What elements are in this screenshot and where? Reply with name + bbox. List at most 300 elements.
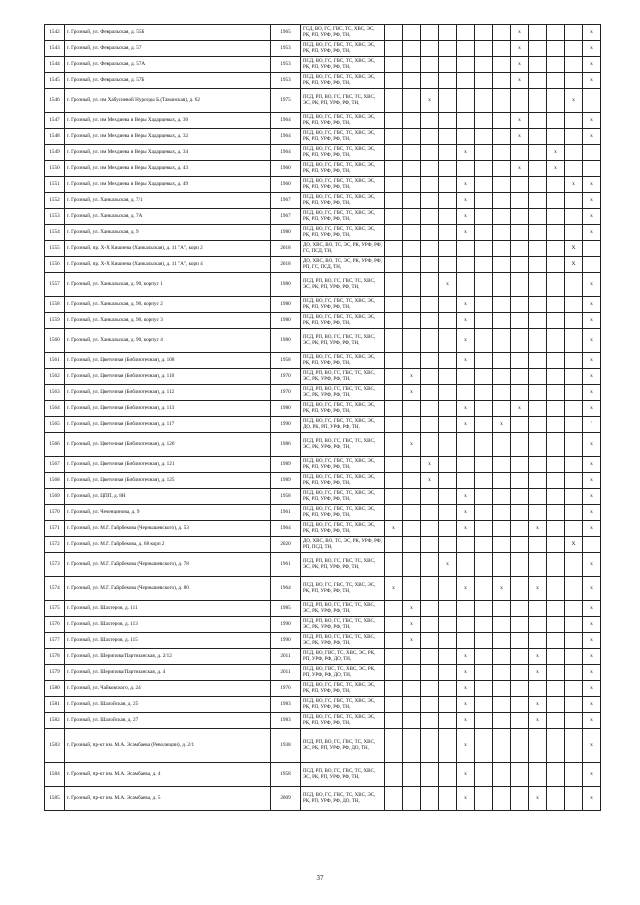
table-row: [45, 489, 601, 505]
year-cell: 1970: [271, 369, 301, 385]
mark-cell: x: [421, 89, 439, 113]
works-cell: ПСД, ВО, ГС, ГВС, ТС, ХВС, ЭС, РК, РП, УРФ, РФ, ТН,: [301, 681, 385, 697]
mark-cell: [385, 417, 403, 433]
mark-cell: x: [457, 729, 475, 763]
mark-cell: [457, 633, 475, 649]
mark-cell: [457, 73, 475, 89]
mark-cell: [511, 537, 529, 553]
mark-cell: [403, 417, 421, 433]
mark-cell: x: [403, 617, 421, 633]
mark-cell: [547, 401, 565, 417]
mark-cell: x: [529, 577, 547, 601]
mark-cell: [439, 577, 457, 601]
mark-cell: [475, 225, 493, 241]
mark-cell: [439, 729, 457, 763]
row-number: 1570: [45, 505, 65, 521]
mark-cell: [457, 161, 475, 177]
mark-cell: [547, 73, 565, 89]
row-number: 1580: [45, 681, 65, 697]
mark-cell: [511, 505, 529, 521]
mark-cell: [385, 313, 403, 329]
table-row: [45, 177, 601, 193]
works-cell: ПСД, ВО, ГС, ГВС, ТС, ХВС, ЭС, РК, РП, УРФ, РФ, ТН,: [301, 161, 385, 177]
mark-cell: [385, 729, 403, 763]
mark-cell: x: [583, 73, 601, 89]
mark-cell: [457, 89, 475, 113]
mark-cell: [421, 41, 439, 57]
mark-cell: [511, 649, 529, 665]
mark-cell: [493, 145, 511, 161]
mark-cell: [529, 489, 547, 505]
address-cell: г. Грозный, ул. Шахтеров, д. 115: [65, 633, 271, 649]
mark-cell: [493, 521, 511, 537]
mark-cell: [547, 129, 565, 145]
row-number: 1543: [45, 41, 65, 57]
mark-cell: [421, 329, 439, 353]
mark-cell: [475, 129, 493, 145]
mark-cell: [385, 177, 403, 193]
mark-cell: x: [583, 505, 601, 521]
table-row: [45, 209, 601, 225]
mark-cell: [403, 713, 421, 729]
mark-cell: [565, 57, 583, 73]
mark-cell: [565, 145, 583, 161]
mark-cell: [403, 649, 421, 665]
mark-cell: [493, 601, 511, 617]
mark-cell: [547, 729, 565, 763]
mark-cell: [511, 369, 529, 385]
table-row: [45, 521, 601, 537]
mark-cell: [529, 617, 547, 633]
works-cell: ДО, ХВС, ВО, ТС, ЭС, РК, УРФ, РФ, РП, ПСД, ТН,: [301, 537, 385, 553]
mark-cell: [529, 313, 547, 329]
mark-cell: [403, 521, 421, 537]
mark-cell: [565, 353, 583, 369]
mark-cell: [547, 177, 565, 193]
mark-cell: [493, 41, 511, 57]
row-number: 1542: [45, 25, 65, 41]
mark-cell: [421, 313, 439, 329]
works-cell: ПСД, ВО, ГС, ГВС, ТС, ХВС, ЭС, РК, РП, УРФ, РФ, ТН,: [301, 313, 385, 329]
year-cell: 1990: [271, 617, 301, 633]
mark-cell: [511, 193, 529, 209]
row-number: 1561: [45, 353, 65, 369]
mark-cell: x: [583, 617, 601, 633]
mark-cell: [457, 273, 475, 297]
works-cell: ПСД, ВО, ГС, ГВС, ТС, ХВС, ЭС, РК, РП, УРФ, РФ, ТН,: [301, 297, 385, 313]
works-cell: ДО, ХВС, ВО, ТС, ЭС, РК, УРФ, РФ, ГС, ПСД, ТН,: [301, 241, 385, 257]
mark-cell: [457, 601, 475, 617]
works-cell: ПСД, ВО, ГС, ГВС, ТС, ХВС, ЭС, ДО, РК, РП, УРФ, РФ, ТН,: [301, 417, 385, 433]
mark-cell: [421, 257, 439, 273]
mark-cell: [421, 665, 439, 681]
mark-cell: [475, 763, 493, 787]
mark-cell: x: [511, 73, 529, 89]
row-number: 1575: [45, 601, 65, 617]
mark-cell: x: [457, 353, 475, 369]
mark-cell: [493, 89, 511, 113]
mark-cell: [493, 665, 511, 681]
table-row: [45, 649, 601, 665]
address-cell: г. Грозный, ул. им Хабусиевой Нурседы Б.(Таманская), д. 62: [65, 89, 271, 113]
table-row: [45, 225, 601, 241]
mark-cell: [475, 209, 493, 225]
mark-cell: [511, 617, 529, 633]
mark-cell: x: [529, 521, 547, 537]
mark-cell: [493, 457, 511, 473]
row-number: 1564: [45, 401, 65, 417]
mark-cell: [511, 313, 529, 329]
mark-cell: [385, 257, 403, 273]
mark-cell: [565, 577, 583, 601]
mark-cell: x: [457, 417, 475, 433]
mark-cell: [511, 89, 529, 113]
row-number: 1582: [45, 713, 65, 729]
mark-cell: [403, 297, 421, 313]
mark-cell: [511, 257, 529, 273]
mark-cell: x: [583, 313, 601, 329]
address-cell: г. Грозный, ул. Шалойская, д. 25: [65, 697, 271, 713]
works-cell: ПСД, ВО, ГС, ГВС, ТС, ХВС, ЭС, РК, РП, УРФ, РФ, ТН,: [301, 713, 385, 729]
mark-cell: x: [457, 225, 475, 241]
mark-cell: [565, 129, 583, 145]
mark-cell: [565, 369, 583, 385]
works-cell: ПСД, ВО, ГС, ГВС, ТС, ХВС, ЭС, РК, РП, УРФ, РФ, ТН,: [301, 505, 385, 521]
mark-cell: [421, 177, 439, 193]
mark-cell: [511, 489, 529, 505]
mark-cell: [421, 537, 439, 553]
table-row: [45, 601, 601, 617]
mark-cell: [511, 433, 529, 457]
mark-cell: x: [583, 297, 601, 313]
mark-cell: [475, 489, 493, 505]
mark-cell: [565, 633, 583, 649]
mark-cell: [457, 553, 475, 577]
mark-cell: [475, 633, 493, 649]
year-cell: 1967: [271, 193, 301, 209]
row-number: 1557: [45, 273, 65, 297]
mark-cell: [511, 521, 529, 537]
mark-cell: [457, 57, 475, 73]
year-cell: 1958: [271, 763, 301, 787]
row-number: 1576: [45, 617, 65, 633]
mark-cell: [385, 787, 403, 811]
mark-cell: [475, 369, 493, 385]
mark-cell: [475, 787, 493, 811]
mark-cell: [457, 385, 475, 401]
mark-cell: [511, 729, 529, 763]
address-cell: г. Грозный, ул. ЦПП, д. 8Н: [65, 489, 271, 505]
mark-cell: [385, 89, 403, 113]
mark-cell: x: [511, 57, 529, 73]
table-row: [45, 113, 601, 129]
address-cell: г. Грозный, пр. Х-Х Кишиева (Ханкальская), д. 11 "А", корп 4: [65, 257, 271, 273]
mark-cell: x: [457, 193, 475, 209]
mark-cell: [493, 257, 511, 273]
row-number: 1550: [45, 161, 65, 177]
mark-cell: [493, 353, 511, 369]
address-cell: г. Грозный, ул. Цветочная (Библиотечная), д. 117: [65, 417, 271, 433]
mark-cell: [529, 113, 547, 129]
mark-cell: [493, 713, 511, 729]
address-cell: г. Грозный, ул. Цветочная (Библиотечная), д. 120: [65, 433, 271, 457]
mark-cell: [547, 297, 565, 313]
mark-cell: [529, 401, 547, 417]
mark-cell: [421, 649, 439, 665]
mark-cell: [547, 113, 565, 129]
mark-cell: [493, 313, 511, 329]
address-cell: г. Грозный, ул. им Мехдиева и Веры Хадарцевых, д. 30: [65, 113, 271, 129]
mark-cell: [439, 177, 457, 193]
mark-cell: [421, 385, 439, 401]
mark-cell: [565, 225, 583, 241]
mark-cell: [565, 273, 583, 297]
mark-cell: x: [583, 457, 601, 473]
mark-cell: [493, 329, 511, 353]
mark-cell: [385, 401, 403, 417]
mark-cell: [565, 617, 583, 633]
mark-cell: x: [583, 649, 601, 665]
mark-cell: [547, 787, 565, 811]
mark-cell: x: [457, 177, 475, 193]
mark-cell: x: [583, 729, 601, 763]
address-cell: г. Грозный, ул. М.Г. Гайрбекова (Чернышевского), д. 53: [65, 521, 271, 537]
mark-cell: [493, 241, 511, 257]
year-cell: 1980: [271, 329, 301, 353]
address-cell: г. Грозный, ул. Ханкальская, д. 7А: [65, 209, 271, 225]
mark-cell: [547, 505, 565, 521]
mark-cell: [565, 457, 583, 473]
address-cell: г. Грозный, ул. Цветочная (Библиотечная), д. 113: [65, 401, 271, 417]
mark-cell: [583, 537, 601, 553]
mark-cell: [547, 457, 565, 473]
mark-cell: [385, 665, 403, 681]
mark-cell: [511, 553, 529, 577]
address-cell: г. Грозный, ул. Февральская, д. 57: [65, 41, 271, 57]
mark-cell: X: [565, 537, 583, 553]
mark-cell: [403, 89, 421, 113]
address-cell: г. Грозный, ул. Ханкальская, д. 90, корпус 3: [65, 313, 271, 329]
mark-cell: [421, 113, 439, 129]
mark-cell: [493, 489, 511, 505]
mark-cell: x: [583, 473, 601, 489]
mark-cell: x: [457, 521, 475, 537]
mark-cell: [529, 273, 547, 297]
address-cell: г. Грозный, пр-кт им. М.А. Эсамбаева (Революции), д. 2/1: [65, 729, 271, 763]
mark-cell: [547, 763, 565, 787]
mark-cell: x: [583, 665, 601, 681]
address-cell: г. Грозный, ул. Шерипова/Партизанская, д. 2/12: [65, 649, 271, 665]
mark-cell: [421, 417, 439, 433]
mark-cell: [421, 225, 439, 241]
year-cell: 1967: [271, 209, 301, 225]
mark-cell: [547, 489, 565, 505]
mark-cell: [385, 145, 403, 161]
mark-cell: [475, 713, 493, 729]
year-cell: 1938: [271, 729, 301, 763]
year-cell: 1961: [271, 505, 301, 521]
year-cell: 2011: [271, 649, 301, 665]
mark-cell: X: [565, 241, 583, 257]
mark-cell: [403, 57, 421, 73]
mark-cell: [529, 193, 547, 209]
mark-cell: [493, 505, 511, 521]
mark-cell: [403, 697, 421, 713]
mark-cell: [529, 329, 547, 353]
mark-cell: x: [529, 665, 547, 681]
mark-cell: [511, 353, 529, 369]
year-cell: 1983: [271, 697, 301, 713]
mark-cell: [421, 369, 439, 385]
mark-cell: [547, 57, 565, 73]
mark-cell: [547, 521, 565, 537]
year-cell: 2011: [271, 665, 301, 681]
mark-cell: [547, 649, 565, 665]
year-cell: 1964: [271, 521, 301, 537]
year-cell: 1980: [271, 297, 301, 313]
address-cell: г. Грозный, ул. Шахтеров, д. 113: [65, 617, 271, 633]
mark-cell: [457, 369, 475, 385]
mark-cell: [385, 113, 403, 129]
table-row: [45, 89, 601, 113]
row-number: 1554: [45, 225, 65, 241]
mark-cell: [385, 553, 403, 577]
mark-cell: x: [583, 25, 601, 41]
row-number: 1547: [45, 113, 65, 129]
mark-cell: [475, 297, 493, 313]
mark-cell: [547, 433, 565, 457]
table-row: [45, 129, 601, 145]
mark-cell: [565, 681, 583, 697]
mark-cell: [385, 681, 403, 697]
mark-cell: [421, 633, 439, 649]
mark-cell: [457, 25, 475, 41]
works-cell: ДО, ХВС, ВО, ТС, ЭС, РК, УРФ, РФ, РП, ГС, ПСД, ТН,: [301, 257, 385, 273]
mark-cell: x: [457, 313, 475, 329]
mark-cell: [475, 505, 493, 521]
mark-cell: [547, 41, 565, 57]
year-cell: 1985: [271, 601, 301, 617]
mark-cell: [547, 697, 565, 713]
year-cell: 1960: [271, 177, 301, 193]
mark-cell: x: [583, 177, 601, 193]
mark-cell: [565, 113, 583, 129]
mark-cell: [565, 553, 583, 577]
mark-cell: [403, 25, 421, 41]
mark-cell: [421, 577, 439, 601]
address-cell: г. Грозный, ул. Февральская, д. 55Б: [65, 25, 271, 41]
housing-register-table: [44, 24, 601, 811]
mark-cell: [421, 193, 439, 209]
table-row: [45, 193, 601, 209]
mark-cell: [403, 73, 421, 89]
mark-cell: [511, 633, 529, 649]
mark-cell: x: [511, 401, 529, 417]
table-row: [45, 145, 601, 161]
mark-cell: [565, 297, 583, 313]
mark-cell: [511, 473, 529, 489]
mark-cell: [403, 353, 421, 369]
mark-cell: x: [583, 553, 601, 577]
mark-cell: [493, 129, 511, 145]
mark-cell: [421, 713, 439, 729]
row-number: 1544: [45, 57, 65, 73]
row-number: 1584: [45, 763, 65, 787]
mark-cell: [529, 505, 547, 521]
mark-cell: [493, 161, 511, 177]
works-cell: ПСД, ВО, ГС, ГВС, ТС, ХВС, ЭС, РК, РП, УРФ, РФ, ТН,: [301, 193, 385, 209]
mark-cell: x: [511, 129, 529, 145]
mark-cell: [475, 681, 493, 697]
mark-cell: [403, 41, 421, 57]
mark-cell: x: [565, 177, 583, 193]
mark-cell: [439, 433, 457, 457]
mark-cell: [511, 601, 529, 617]
mark-cell: x: [547, 145, 565, 161]
mark-cell: [457, 617, 475, 633]
mark-cell: [457, 473, 475, 489]
mark-cell: [385, 193, 403, 209]
year-cell: 1980: [271, 273, 301, 297]
mark-cell: x: [583, 787, 601, 811]
mark-cell: [475, 617, 493, 633]
year-cell: 1953: [271, 57, 301, 73]
mark-cell: [403, 145, 421, 161]
mark-cell: x: [583, 433, 601, 457]
address-cell: г. Грозный, ул. Ханкальская, д. 7/1: [65, 193, 271, 209]
mark-cell: [385, 161, 403, 177]
works-cell: ПСД, РП, ВО, ГС, ГВС, ТС, ХВС, ЭС, РК, УРФ, РФ, ТН,: [301, 369, 385, 385]
works-cell: ПСД, РП, ВО, ГС, ГВС, ТС, ХВС, ЭС, РК, УРФ, РФ, ТН,: [301, 617, 385, 633]
mark-cell: [421, 697, 439, 713]
mark-cell: x: [529, 649, 547, 665]
mark-cell: [565, 193, 583, 209]
address-cell: г. Грозный, ул. М.Г. Гайрбекова (Чернышевского), д. 80: [65, 577, 271, 601]
mark-cell: x: [511, 113, 529, 129]
year-cell: 1964: [271, 145, 301, 161]
mark-cell: [403, 473, 421, 489]
mark-cell: [439, 241, 457, 257]
mark-cell: [529, 763, 547, 787]
mark-cell: [403, 489, 421, 505]
mark-cell: [565, 313, 583, 329]
mark-cell: [565, 489, 583, 505]
mark-cell: [421, 729, 439, 763]
mark-cell: X: [565, 257, 583, 273]
table-row: [45, 369, 601, 385]
mark-cell: [529, 633, 547, 649]
mark-cell: [547, 209, 565, 225]
row-number: 1555: [45, 241, 65, 257]
address-cell: г. Грозный, пр-кт им. М.А. Эсамбаева, д. 5: [65, 787, 271, 811]
address-cell: г. Грозный, ул. М.Г. Гайрбекова (Чернышевского), д. 78: [65, 553, 271, 577]
mark-cell: [421, 489, 439, 505]
mark-cell: x: [403, 633, 421, 649]
table-row: [45, 787, 601, 811]
mark-cell: x: [457, 489, 475, 505]
mark-cell: [493, 433, 511, 457]
mark-cell: [439, 601, 457, 617]
mark-cell: [529, 729, 547, 763]
mark-cell: [385, 57, 403, 73]
table-row: [45, 241, 601, 257]
address-cell: г. Грозный, ул. им Мехдиева и Веры Хадарцевых, д. 43: [65, 161, 271, 177]
mark-cell: [439, 763, 457, 787]
mark-cell: [475, 417, 493, 433]
mark-cell: [385, 649, 403, 665]
mark-cell: [439, 113, 457, 129]
works-cell: ПСД, РП, ВО, ГС, ГВС, ТС, ХВС, ЭС, РК, УРФ, РФ, ТН,: [301, 601, 385, 617]
